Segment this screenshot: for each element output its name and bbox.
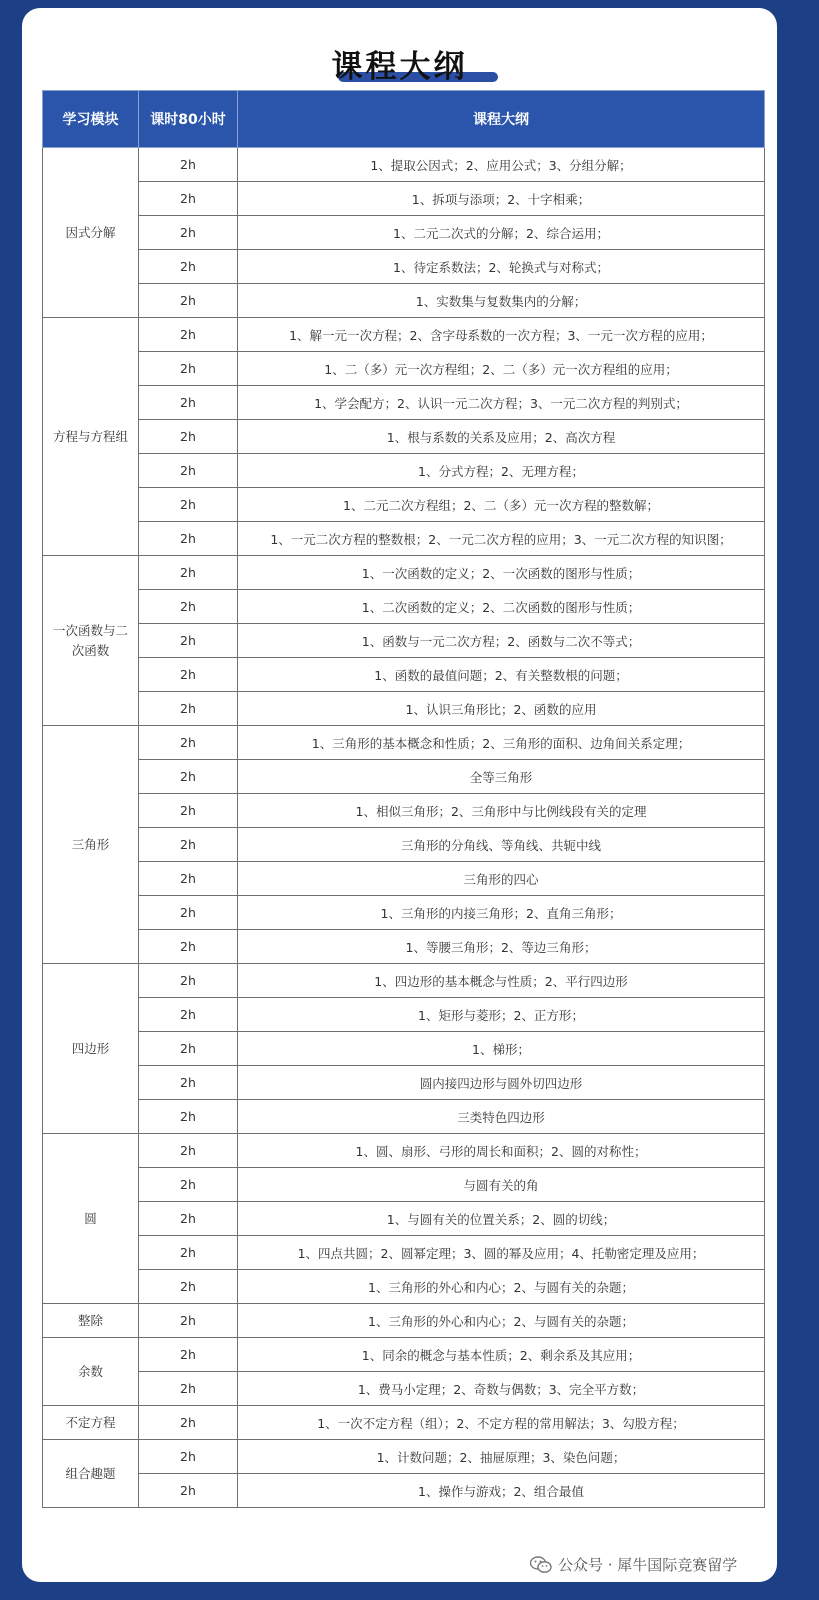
table-row (43, 386, 765, 420)
outline-cell: 1、分式方程；2、无理方程； (238, 454, 765, 488)
hours-cell: 2h (139, 1406, 238, 1440)
table-row (43, 454, 765, 488)
outline-cell: 1、操作与游戏；2、组合最值 (238, 1474, 765, 1508)
outline-cell: 1、矩形与菱形；2、正方形； (238, 998, 765, 1032)
table-row (43, 1236, 765, 1270)
table-row (43, 522, 765, 556)
outline-cell: 1、三角形的外心和内心；2、与圆有关的杂题； (238, 1270, 765, 1304)
table-row (43, 250, 765, 284)
outline-cell: 1、二（多）元一次方程组；2、二（多）元一次方程组的应用； (238, 352, 765, 386)
hours-cell: 2h (139, 760, 238, 794)
hours-cell: 2h (139, 1338, 238, 1372)
table-row (43, 556, 765, 590)
outline-cell: 1、二元二次式的分解；2、综合运用； (238, 216, 765, 250)
outline-cell: 1、计数问题；2、抽屉原理；3、染色问题； (238, 1440, 765, 1474)
outline-cell: 三类特色四边形 (238, 1100, 765, 1134)
table-row (43, 1474, 765, 1508)
hours-cell: 2h (139, 896, 238, 930)
outline-cell: 1、费马小定理；2、奇数与偶数；3、完全平方数； (238, 1372, 765, 1406)
outline-cell: 圆内接四边形与圆外切四边形 (238, 1066, 765, 1100)
hours-cell: 2h (139, 148, 238, 182)
footer-text: 公众号 · 犀牛国际竞赛留学 (558, 1556, 738, 1574)
table-row (43, 692, 765, 726)
hours-cell: 2h (139, 692, 238, 726)
table-row (43, 1202, 765, 1236)
table-row (43, 1440, 765, 1474)
module-name-cell: 因式分解 (43, 148, 139, 318)
footer (530, 1554, 737, 1575)
hours-cell: 2h (139, 284, 238, 318)
table-row (43, 1304, 765, 1338)
hours-cell: 2h (139, 726, 238, 760)
hours-cell: 2h (139, 556, 238, 590)
outline-cell: 1、四点共圆；2、圆幂定理；3、圆的幂及应用；4、托勒密定理及应用； (238, 1236, 765, 1270)
module-name-cell: 三角形 (43, 726, 139, 964)
outline-cell: 1、三角形的内接三角形；2、直角三角形； (238, 896, 765, 930)
outline-cell: 1、待定系数法；2、轮换式与对称式； (238, 250, 765, 284)
module-name-cell: 不定方程 (43, 1406, 139, 1440)
header-outline: 课程大纲 (238, 91, 765, 148)
outline-cell: 三角形的四心 (238, 862, 765, 896)
table-row (43, 1032, 765, 1066)
hours-cell: 2h (139, 1032, 238, 1066)
hours-cell: 2h (139, 250, 238, 284)
hours-cell: 2h (139, 1372, 238, 1406)
module-name-cell: 整除 (43, 1304, 139, 1338)
outline-cell: 与圆有关的角 (238, 1168, 765, 1202)
syllabus-table (42, 90, 765, 1508)
table-body (43, 148, 765, 1508)
table-row (43, 726, 765, 760)
module-name-cell: 方程与方程组 (43, 318, 139, 556)
module-name-cell: 四边形 (43, 964, 139, 1134)
table-row (43, 1168, 765, 1202)
hours-cell: 2h (139, 488, 238, 522)
outline-cell: 全等三角形 (238, 760, 765, 794)
header-hours: 课时80小时 (139, 91, 238, 148)
table-row (43, 182, 765, 216)
outline-cell: 1、认识三角形比；2、函数的应用 (238, 692, 765, 726)
hours-cell: 2h (139, 1066, 238, 1100)
outline-cell: 1、一次不定方程（组）；2、不定方程的常用解法；3、勾股方程； (238, 1406, 765, 1440)
table-row (43, 760, 765, 794)
hours-cell: 2h (139, 862, 238, 896)
hours-cell: 2h (139, 1236, 238, 1270)
hours-cell: 2h (139, 998, 238, 1032)
hours-cell: 2h (139, 1270, 238, 1304)
table-row (43, 1100, 765, 1134)
table-row (43, 998, 765, 1032)
table-row (43, 1338, 765, 1372)
outline-cell: 1、二次函数的定义；2、二次函数的图形与性质； (238, 590, 765, 624)
table-row (43, 930, 765, 964)
module-name-cell: 一次函数与二次函数 (43, 556, 139, 726)
outline-cell: 三角形的分角线、等角线、共轭中线 (238, 828, 765, 862)
hours-cell: 2h (139, 318, 238, 352)
table-row (43, 658, 765, 692)
table-row (43, 318, 765, 352)
table-row (43, 1066, 765, 1100)
hours-cell: 2h (139, 1134, 238, 1168)
outline-cell: 1、拆项与添项；2、十字相乘； (238, 182, 765, 216)
outline-cell: 1、三角形的基本概念和性质；2、三角形的面积、边角间关系定理； (238, 726, 765, 760)
module-name-cell: 组合趣题 (43, 1440, 139, 1508)
hours-cell: 2h (139, 454, 238, 488)
table-row (43, 284, 765, 318)
table-row (43, 488, 765, 522)
outline-cell: 1、一元二次方程的整数根；2、一元二次方程的应用；3、一元二次方程的知识图； (238, 522, 765, 556)
table-row (43, 828, 765, 862)
hours-cell: 2h (139, 352, 238, 386)
hours-cell: 2h (139, 828, 238, 862)
table-row (43, 896, 765, 930)
table-row (43, 148, 765, 182)
outline-cell: 1、等腰三角形；2、等边三角形； (238, 930, 765, 964)
module-name-cell: 余数 (43, 1338, 139, 1406)
table-row (43, 624, 765, 658)
hours-cell: 2h (139, 1440, 238, 1474)
outline-cell: 1、学会配方；2、认识一元二次方程；3、一元二次方程的判别式； (238, 386, 765, 420)
table-row (43, 1134, 765, 1168)
table-row (43, 352, 765, 386)
table-row (43, 862, 765, 896)
hours-cell: 2h (139, 658, 238, 692)
outline-cell: 1、提取公因式；2、应用公式；3、分组分解； (238, 148, 765, 182)
hours-cell: 2h (139, 590, 238, 624)
hours-cell: 2h (139, 1202, 238, 1236)
outline-cell: 1、四边形的基本概念与性质；2、平行四边形 (238, 964, 765, 998)
outline-cell: 1、解一元一次方程；2、含字母系数的一次方程；3、一元一次方程的应用； (238, 318, 765, 352)
table-row (43, 1406, 765, 1440)
syllabus-card (22, 8, 777, 1582)
hours-cell: 2h (139, 624, 238, 658)
outline-cell: 1、二元二次方程组；2、二（多）元一次方程的整数解； (238, 488, 765, 522)
outline-cell: 1、与圆有关的位置关系；2、圆的切线； (238, 1202, 765, 1236)
header-module: 学习模块 (43, 91, 139, 148)
table-header-row (43, 91, 765, 148)
outline-cell: 1、实数集与复数集内的分解； (238, 284, 765, 318)
hours-cell: 2h (139, 1168, 238, 1202)
page-title: 课程大纲 (331, 48, 468, 85)
hours-cell: 2h (139, 420, 238, 454)
module-name-cell: 圆 (43, 1134, 139, 1304)
outline-cell: 1、同余的概念与基本性质；2、剩余系及其应用； (238, 1338, 765, 1372)
outline-cell: 1、根与系数的关系及应用；2、高次方程 (238, 420, 765, 454)
outline-cell: 1、相似三角形；2、三角形中与比例线段有关的定理 (238, 794, 765, 828)
hours-cell: 2h (139, 1100, 238, 1134)
table-row (43, 1372, 765, 1406)
outline-cell: 1、三角形的外心和内心；2、与圆有关的杂题； (238, 1304, 765, 1338)
table-row (43, 964, 765, 998)
table-row (43, 590, 765, 624)
outline-cell: 1、梯形； (238, 1032, 765, 1066)
table-row (43, 1270, 765, 1304)
hours-cell: 2h (139, 216, 238, 250)
hours-cell: 2h (139, 522, 238, 556)
hours-cell: 2h (139, 1304, 238, 1338)
outline-cell: 1、一次函数的定义；2、一次函数的图形与性质； (238, 556, 765, 590)
table-row (43, 794, 765, 828)
wechat-icon (530, 1556, 552, 1574)
title-wrap (22, 38, 777, 88)
hours-cell: 2h (139, 930, 238, 964)
outline-cell: 1、函数的最值问题；2、有关整数根的问题； (238, 658, 765, 692)
hours-cell: 2h (139, 794, 238, 828)
hours-cell: 2h (139, 386, 238, 420)
outline-cell: 1、圆、扇形、弓形的周长和面积；2、圆的对称性； (238, 1134, 765, 1168)
hours-cell: 2h (139, 182, 238, 216)
outline-cell: 1、函数与一元二次方程；2、函数与二次不等式； (238, 624, 765, 658)
table-row (43, 216, 765, 250)
hours-cell: 2h (139, 964, 238, 998)
table-row (43, 420, 765, 454)
hours-cell: 2h (139, 1474, 238, 1508)
